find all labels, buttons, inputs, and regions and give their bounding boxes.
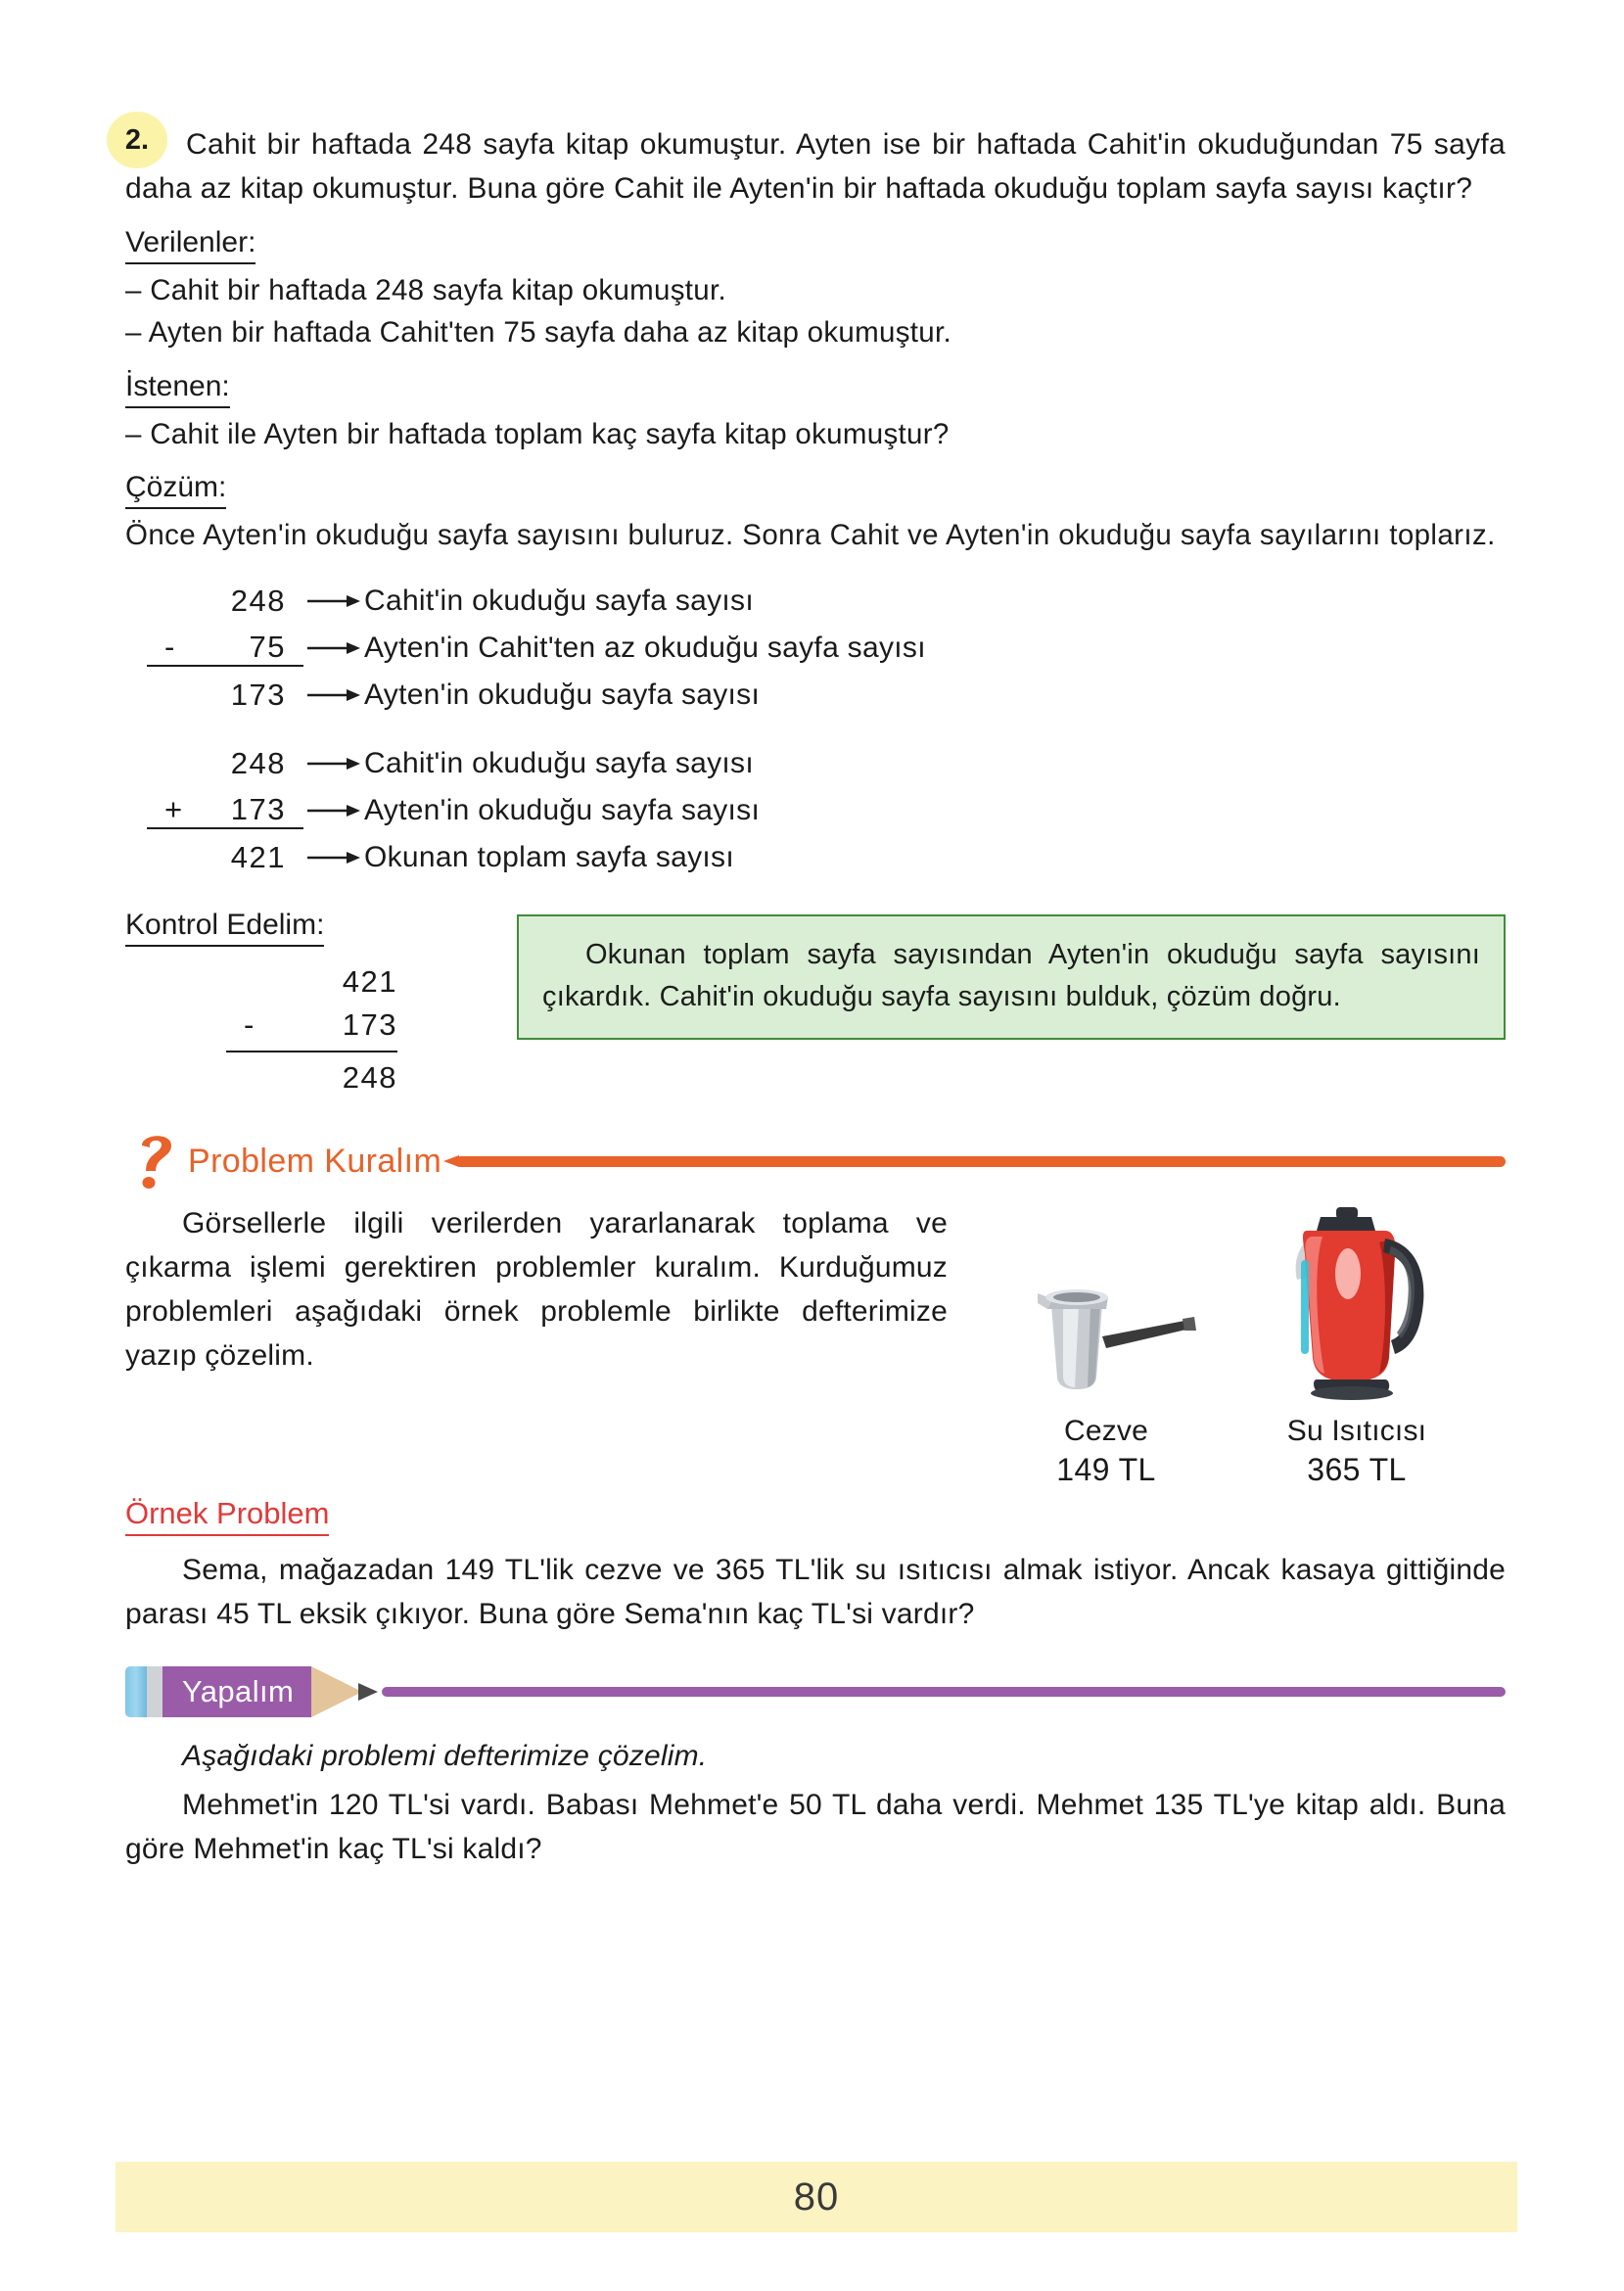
question-number: 2. xyxy=(110,115,164,165)
calc-number: - 173 xyxy=(209,1004,419,1047)
problem-kuralim-intro: Görsellerle ilgili verilerden yararlanarak toplama ve çıkarma işlemi gerektiren problemler kuralım. Kurduğumuz problemleri aşağıdaki örnek problemle birlikte defterimize yazıp çözelim. xyxy=(125,1207,948,1373)
cozum-text: Önce Ayten'in okuduğu sayfa sayısını buluruz. Sonra Cahit ve Ayten'in okuduğu sayfa sayılarını toplarız. xyxy=(125,519,1496,552)
calc-number: 173 xyxy=(230,678,286,713)
product-list xyxy=(948,1201,1506,1488)
calc-number: - 75 xyxy=(147,630,303,667)
pencil-band xyxy=(147,1666,162,1717)
calc-number: 421 xyxy=(342,964,397,1000)
kettle-image xyxy=(1244,1201,1469,1407)
pencil-body xyxy=(162,1666,311,1717)
calc-number: 248 xyxy=(342,1060,397,1096)
cezve-image xyxy=(994,1201,1219,1407)
verilenler-item-1: – Cahit bir haftada 248 sayfa kitap okumuştur. xyxy=(125,274,726,306)
kontrol-calculation xyxy=(209,960,419,1099)
calc-label: Cahit'in okuduğu sayfa sayısı xyxy=(364,747,754,780)
problem-kuralim-banner xyxy=(125,1129,1506,1193)
calc-row xyxy=(147,578,1506,625)
calc-label: Ayten'in okuduğu sayfa sayısı xyxy=(364,794,761,827)
question-mark-icon xyxy=(125,1132,188,1191)
problem-kuralim-body xyxy=(125,1201,1506,1488)
istenen-item-1: – Cahit ile Ayten bir haftada toplam kaç sayfa kitap okumuştur? xyxy=(125,417,950,450)
arrow-icon xyxy=(303,686,364,704)
product-su-isiticisi xyxy=(1244,1201,1469,1488)
istenen-label: İstenen: xyxy=(125,370,230,408)
yapalim-label: Yapalım xyxy=(182,1674,295,1709)
calc-label: Okunan toplam sayfa sayısı xyxy=(364,841,734,874)
yapalim-banner xyxy=(125,1661,1506,1722)
verilenler-item-2: – Ayten bir haftada Cahit'ten 75 sayfa daha az kitap okumuştur. xyxy=(125,315,951,349)
product-price: 149 TL xyxy=(1056,1452,1156,1488)
verification-note-text: Okunan toplam sayfa sayısından Ayten'in okuduğu sayfa sayısını çıkardık. Cahit'in okuduğu sayfa sayısını bulduk, çözüm doğru. xyxy=(542,939,1480,1013)
arrow-icon xyxy=(303,592,364,610)
question-text: Cahit bir haftada 248 sayfa kitap okumuştur. Ayten ise bir haftada Cahit'in okuduğundan 75 sayfa daha az kitap okumuştur. Buna göre Cahit ile Ayten'in bir haftada okuduğu toplam sayfa sayısı kaçtır? xyxy=(125,128,1506,205)
problem-kuralim-title: Problem Kuralım xyxy=(188,1142,442,1180)
question-block xyxy=(125,122,1506,210)
calc-label: Ayten'in Cahit'ten az okuduğu sayfa sayısı xyxy=(364,631,926,665)
pencil-wood xyxy=(311,1666,362,1717)
product-name: Su Isıtıcısı xyxy=(1286,1415,1427,1448)
cozum-label: Çözüm: xyxy=(125,471,226,509)
page-number: 80 xyxy=(793,2174,840,2219)
calc-number: 421 xyxy=(230,840,286,875)
calc-row xyxy=(147,787,1506,834)
pencil-tip xyxy=(358,1683,378,1701)
kontrol-label: Kontrol Edelim: xyxy=(125,909,324,947)
calculation-addition xyxy=(147,740,1506,881)
calc-rule xyxy=(226,1051,397,1052)
arrow-icon xyxy=(303,755,364,772)
product-price: 365 TL xyxy=(1307,1452,1407,1488)
calc-row xyxy=(147,834,1506,881)
arrow-icon xyxy=(303,849,364,866)
banner-rule xyxy=(455,1156,1506,1167)
calc-row xyxy=(147,625,1506,672)
verification-note xyxy=(517,914,1506,1040)
calc-row xyxy=(147,740,1506,787)
arrow-icon xyxy=(303,802,364,819)
pencil-icon xyxy=(125,1666,378,1717)
calc-number: 248 xyxy=(230,746,286,781)
calc-label: Ayten'in okuduğu sayfa sayısı xyxy=(364,678,761,712)
calc-number: + 173 xyxy=(147,792,303,829)
calc-number: 248 xyxy=(230,584,286,619)
yapalim-instruction: Aşağıdaki problemi defterimize çözelim. xyxy=(182,1740,708,1773)
yapalim-task: Mehmet'in 120 TL'si vardı. Babası Mehmet'e 50 TL daha verdi. Mehmet 135 TL'ye kitap aldı. Buna göre Mehmet'in kaç TL'si kaldı? xyxy=(125,1789,1506,1866)
product-name: Cezve xyxy=(1063,1415,1149,1448)
ornek-problem-text: Sema, mağazadan 149 TL'lik cezve ve 365 TL'lik su ısıtıcısı almak istiyor. Ancak kasaya gittiğinde parası 45 TL eksik çıkıyor. Buna göre Sema'nın kaç TL'si vardır? xyxy=(125,1554,1506,1631)
page-content xyxy=(125,122,1506,1871)
ornek-problem-label: Örnek Problem xyxy=(125,1496,329,1536)
calculation-subtraction xyxy=(147,578,1506,719)
arrow-icon xyxy=(303,639,364,657)
product-cezve xyxy=(994,1201,1219,1488)
calc-label: Cahit'in okuduğu sayfa sayısı xyxy=(364,584,754,618)
verilenler-label: Verilenler: xyxy=(125,226,255,264)
yapalim-rule xyxy=(382,1687,1506,1697)
calc-row xyxy=(147,672,1506,719)
page-footer xyxy=(116,2162,1517,2232)
pencil-eraser xyxy=(125,1666,147,1717)
kontrol-section xyxy=(125,909,1506,1099)
